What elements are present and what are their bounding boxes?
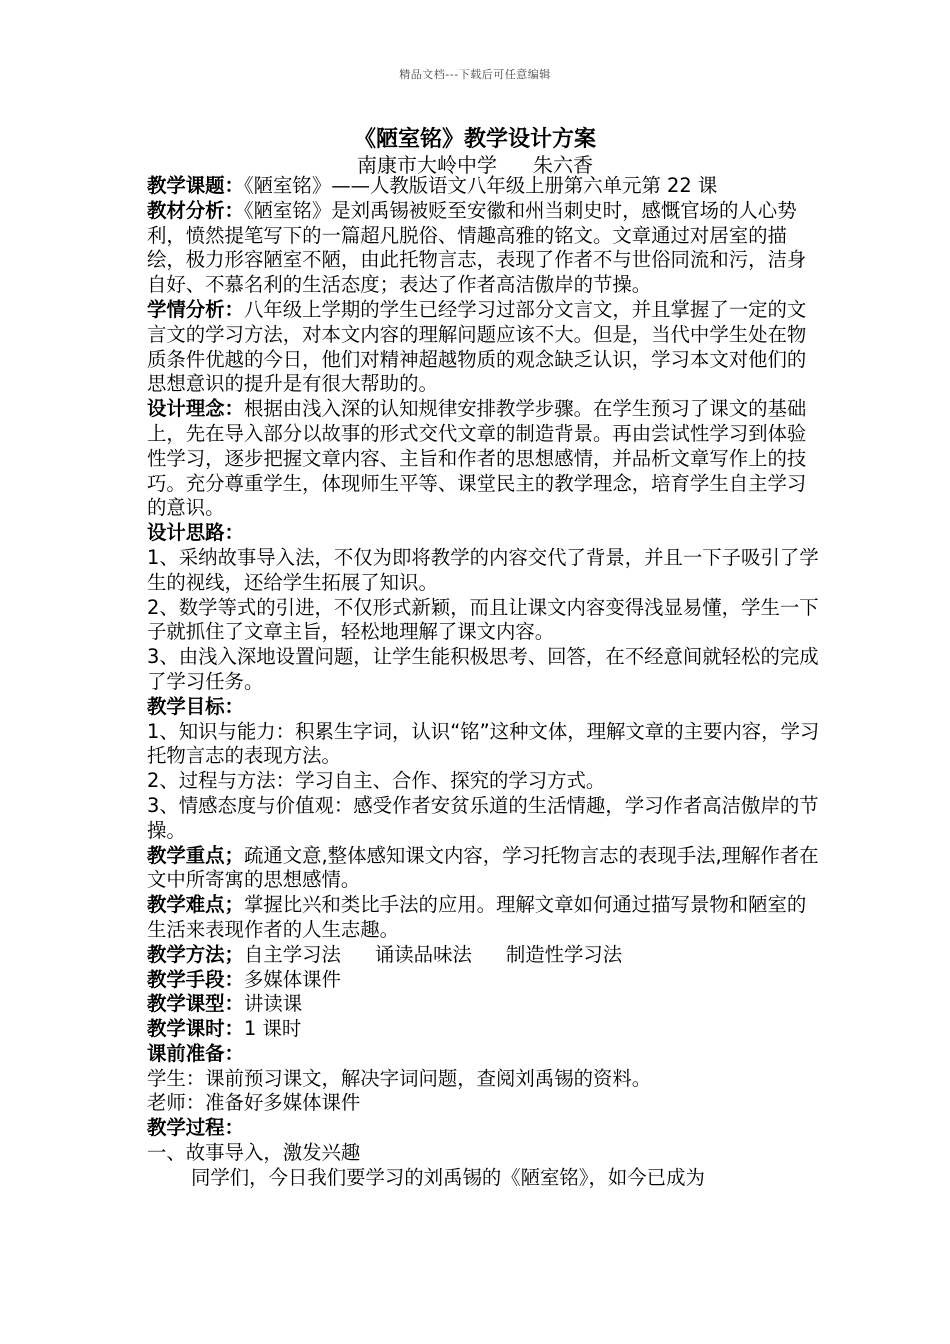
- method-item: 自主学习法: [243, 942, 341, 966]
- prep-teacher: 老师：准备好多媒体课件: [147, 1091, 361, 1115]
- school-name: 南康市大岭中学: [357, 153, 497, 177]
- document-body: [147, 174, 823, 1191]
- students-text: 八年级上学期的学生已经学习过部分文言文，并且掌握了一定的文言文的学习方法，对本文内容的理解问题应该不大。但是，当代中学生处在物质条件优越的今日，他们对精神超越物质的观念缺乏认识，学习本文对他们的思想意识的提升是有很大帮助的。: [147, 297, 807, 396]
- goals-label: 教学目标：: [147, 694, 244, 718]
- goals-item: 1、知识与能力：积累生字词，认识“铭”这种文体，理解文章的主要内容，学习托物言志的表现方法。: [147, 719, 820, 768]
- difficulty-paragraph: [147, 893, 823, 943]
- method-item: 制造性学习法: [505, 942, 623, 966]
- hours-label: 教学课时：: [147, 1017, 244, 1041]
- concept-paragraph: [147, 397, 823, 521]
- means-label: 教学手段：: [147, 967, 244, 991]
- methods-paragraph: [147, 943, 823, 968]
- difficulty-label: 教学难点；: [147, 893, 244, 917]
- means-paragraph: [147, 968, 823, 993]
- prep-label: 课前准备：: [147, 1041, 244, 1065]
- ideas-item: 3、由浅入深地设置问题，让学生能积极思考、回答，在不经意间就轻松的完成了学习任务。: [147, 645, 819, 693]
- process-paragraph: 同学们，今日我们要学习的刘禹锡的《陋室铭》，如今已成为: [191, 1165, 705, 1189]
- material-text: 《陋室铭》是刘禹锡被贬至安徽和州当刺史时，感慨官场的人心势利，愤然提笔写下的一篇超凡脱俗、情趣高雅的铭文。文章通过对居室的描绘，极力形容陋室不陋，由此托物言志，表现了作者不与世俗同流和污，洁身自好、不慕名利的生活态度；表达了作者高洁傲岸的节操。: [147, 198, 807, 297]
- type-paragraph: [147, 992, 823, 1017]
- process-step: 一、故事导入，激发兴趣: [147, 1141, 361, 1165]
- hours-text: 1 课时: [243, 1017, 302, 1041]
- goals-item: 2、过程与方法：学习自主、合作、探究的学习方式。: [147, 769, 606, 793]
- key-paragraph: [147, 844, 823, 894]
- process-heading: [147, 1116, 823, 1141]
- material-paragraph: [147, 199, 823, 298]
- process-label: 教学过程：: [147, 1116, 244, 1140]
- method-item: 诵读品味法: [374, 942, 472, 966]
- topic-text: 《陋室铭》——人教版语文八年级上册第六单元第 22 课: [243, 174, 718, 197]
- concept-text: 根据由浅入深的认知规律安排教学步骤。在学生预习了课文的基础上，先在导入部分以故事的形式交代文章的制造背景。再由尝试性学习到体验性学习，逐步把握文章内容、主旨和作者的思想感情，并品析文章写作上的技巧。充分尊重学生，体现师生平等、课堂民主的教学理念，培育学生自主学习的意识。: [147, 397, 807, 520]
- prep-heading: [147, 1042, 823, 1067]
- methods-label: 教学方法；: [147, 942, 244, 966]
- type-text: 讲读课: [243, 992, 303, 1016]
- material-label: 教材分析：: [147, 198, 244, 222]
- topic-paragraph: [147, 174, 823, 199]
- goals-heading: [147, 695, 823, 720]
- difficulty-text: 掌握比兴和类比手法的应用。理解文章如何通过描写景物和陋室的生活来表现作者的人生志趣。: [147, 893, 807, 941]
- key-label: 教学重点；: [147, 843, 244, 867]
- topic-label: 教学课题：: [147, 174, 244, 197]
- ideas-label: 设计思路：: [147, 521, 244, 545]
- author-name: 朱六香: [533, 153, 593, 177]
- ideas-item: 2、数学等式的引进，不仅形式新颖，而且让课文内容变得浅显易懂，学生一下子就抓住了文章主旨，轻松地理解了课文内容。: [147, 595, 819, 644]
- hours-paragraph: [147, 1017, 823, 1042]
- type-label: 教学课型：: [147, 992, 244, 1016]
- document-title: 《陋室铭》教学设计方案: [353, 126, 596, 152]
- key-text: 疏通文意,整体感知课文内容，学习托物言志的表现手法,理解作者在文中所寄寓的思想感情。: [147, 843, 819, 892]
- ideas-heading: [147, 521, 823, 546]
- students-label: 学情分析：: [147, 297, 244, 321]
- concept-label: 设计理念：: [147, 397, 244, 421]
- ideas-item: 1、采纳故事导入法，不仅为即将教学的内容交代了背景，并且一下子吸引了学生的视线，还给学生拓展了知识。: [147, 545, 819, 594]
- header-watermark: 精品文档---下载后可任意编辑: [399, 68, 551, 81]
- goals-item: 3、情感态度与价值观：感受作者安贫乐道的生活情趣，学习作者高洁傲岸的节操。: [147, 793, 819, 842]
- prep-student: 学生：课前预习课文，解决字词问题，查阅刘禹锡的资料。: [147, 1066, 652, 1090]
- students-paragraph: [147, 298, 823, 397]
- means-text: 多媒体课件: [243, 967, 341, 991]
